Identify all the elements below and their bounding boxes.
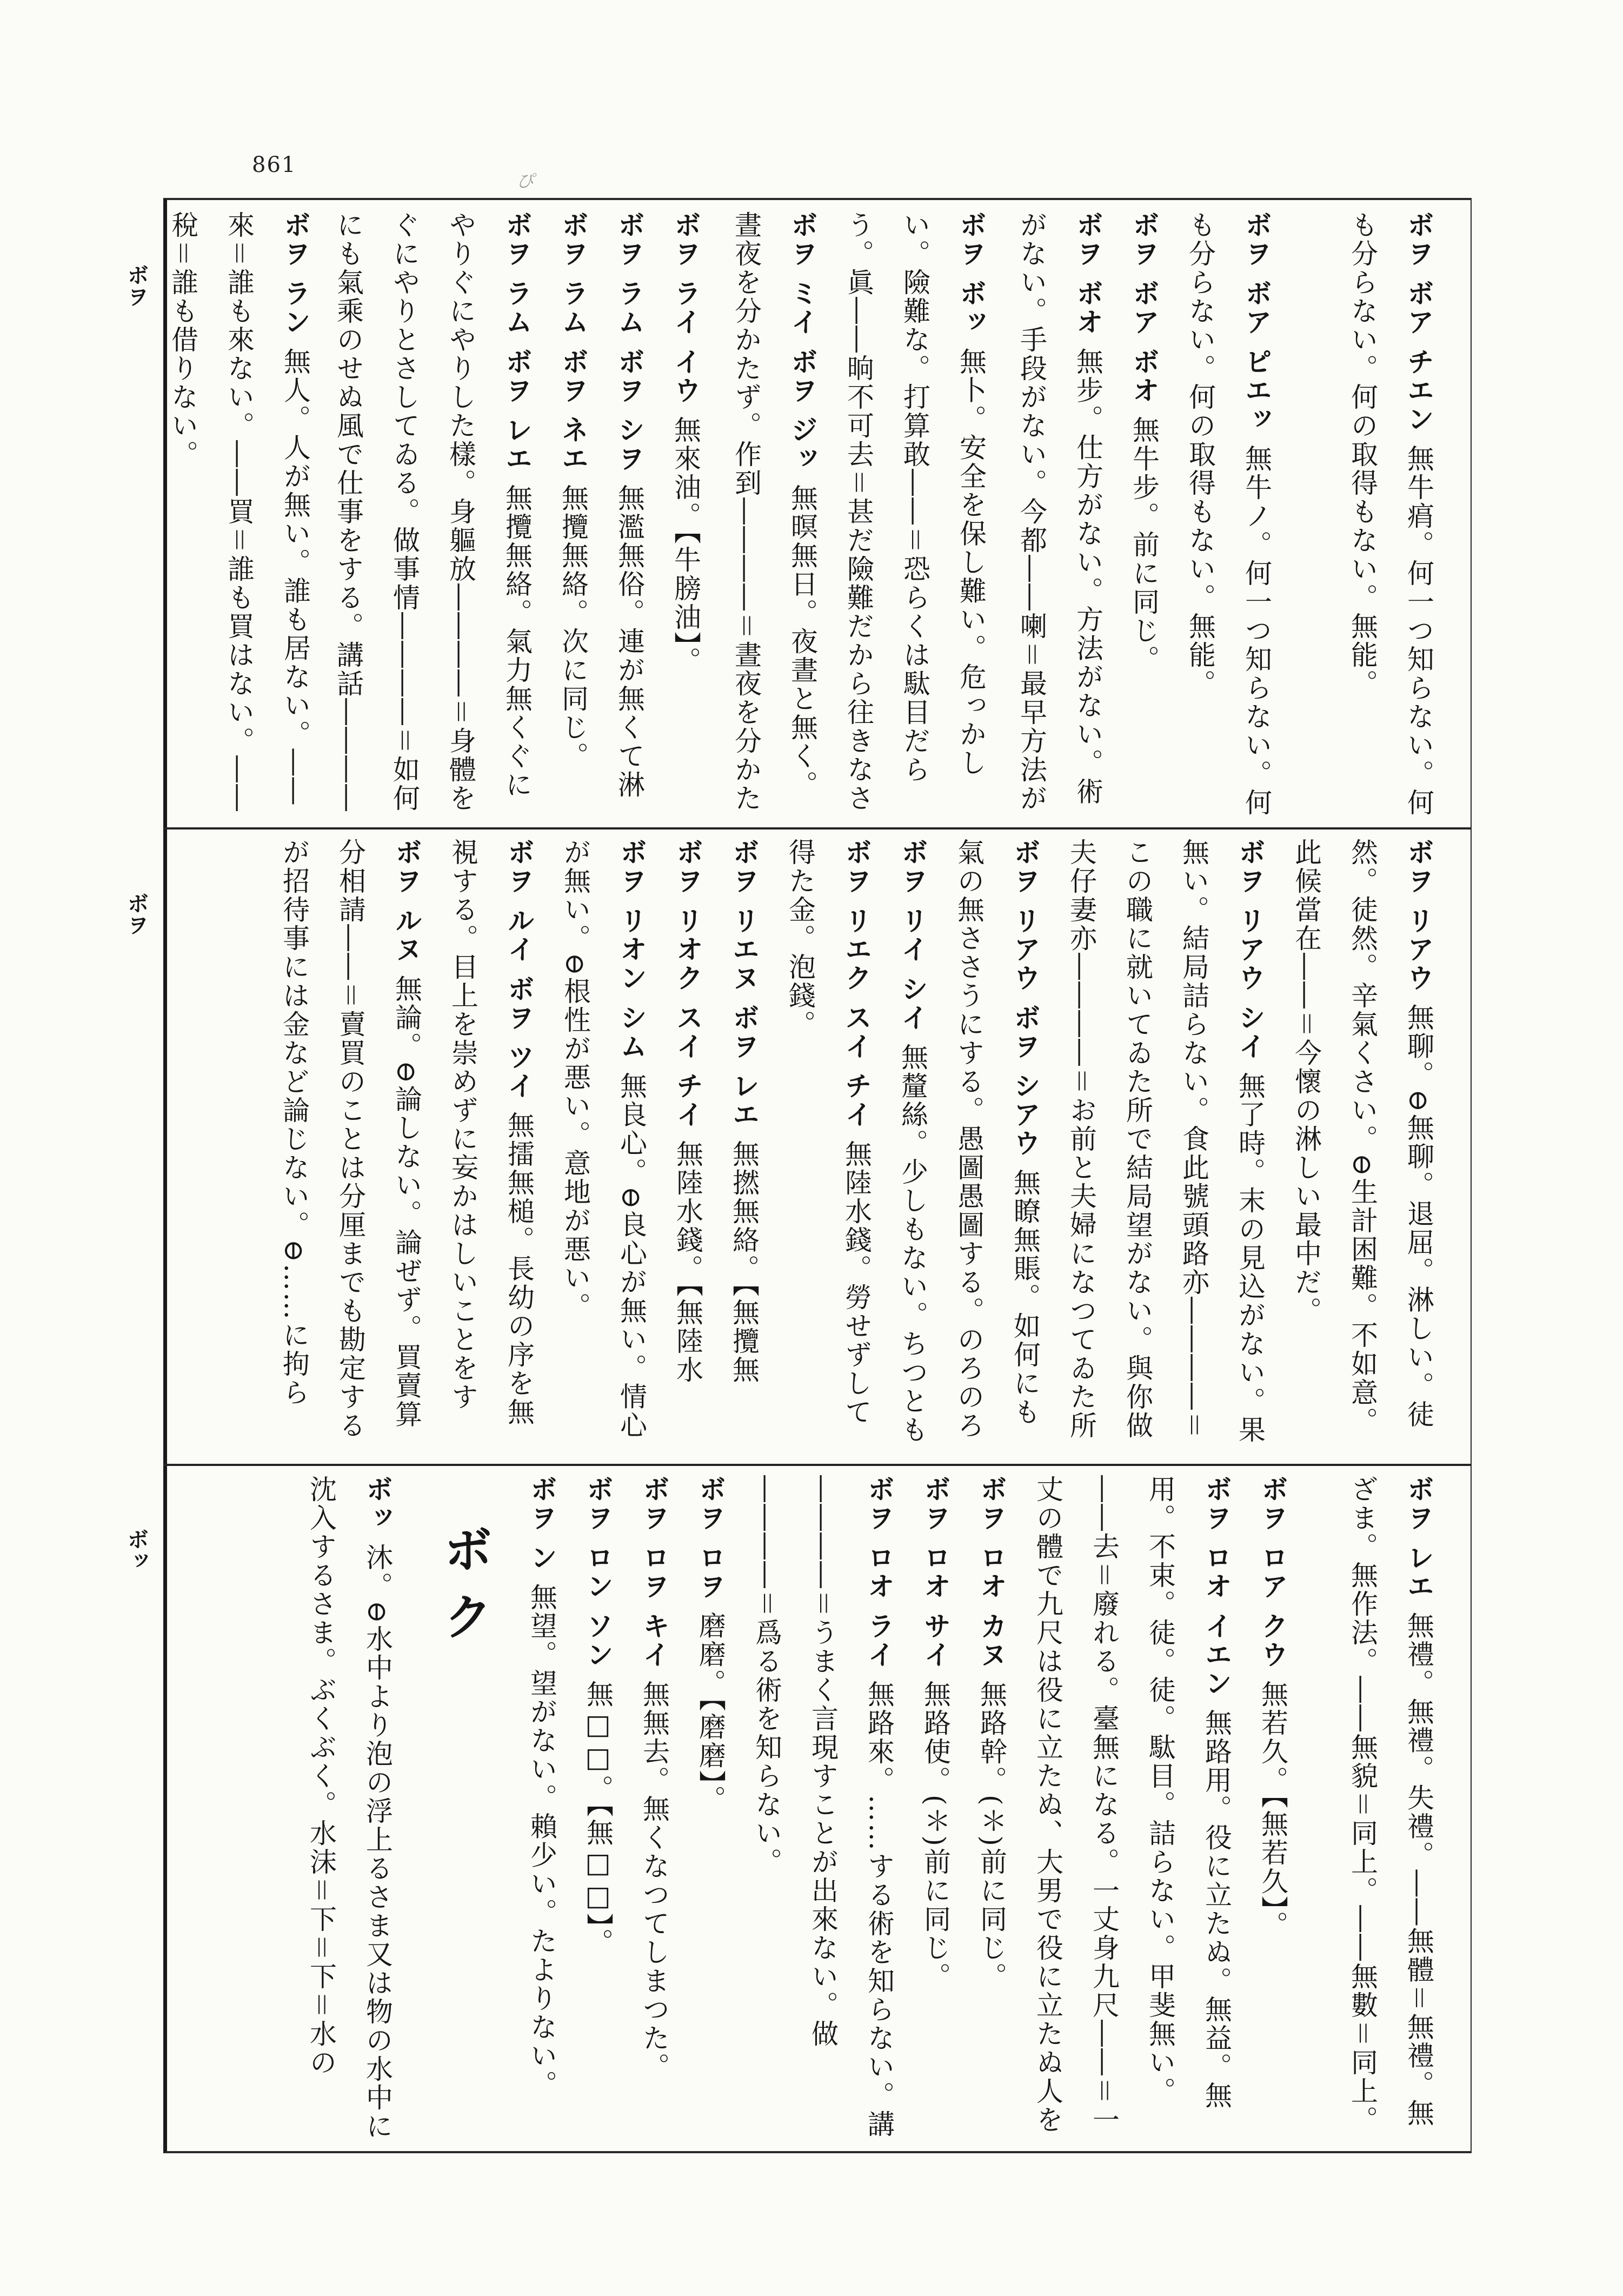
entry-definition: 無牛步。前に同じ。 — [1128, 415, 1160, 674]
section-heading — [410, 1475, 518, 2142]
entry-definition: 無來油。【牛膀油】。 — [670, 415, 701, 675]
entry-headword: ボヲ ロン ソン — [582, 1475, 614, 1669]
entry-headword: ボヲ ボッ — [955, 211, 987, 337]
entry-headword: ボヲ ラム ボヲ シヲ — [614, 211, 645, 474]
dictionary-entry — [912, 1475, 968, 2142]
dictionary-entry — [1057, 838, 1282, 1455]
tier-divider — [163, 1464, 1472, 1466]
entry-definition: 無無去。無くなつてしまつた。 — [638, 1680, 670, 2081]
dictionary-entry — [968, 1475, 1024, 2142]
dictionary-entry — [439, 838, 551, 1455]
entry-headword: ボヲ ミイ ボヲ ジッ — [787, 211, 818, 474]
dictionary-entry — [1282, 838, 1451, 1455]
entry-headword: ボヲ ラン — [280, 211, 311, 337]
entry-headword: ボヲ リアウ ボヲ シアウ — [1009, 838, 1041, 1158]
dictionary-entry — [718, 211, 835, 818]
entry-definition: 無暝無日。夜晝と無く。晝夜を分かたず。作到――――＝晝夜を分かた — [730, 211, 818, 813]
dictionary-entry — [1305, 1475, 1451, 2142]
entry-headword: ボヲ ロヲ キイ — [638, 1475, 670, 1669]
entry-headword: ボヲ リエヌ ボヲ レエ — [728, 838, 760, 1130]
entry-headword: ボヲ リイ シイ — [897, 838, 928, 1032]
entry-definition: 無了時。末の見込がない。果無い。結局詰らない。食此號頭路亦――――＝この職に就いてゐた所で結局望がない。與你做夫仔妻亦――――＝お前と夫婦になつてゐた所 — [1066, 838, 1266, 1444]
entry-headword: ボヲ ロア クウ — [1257, 1475, 1288, 1669]
page-number: 861 — [252, 152, 297, 177]
tier-2 — [187, 838, 1451, 1455]
dictionary-entry — [630, 1475, 687, 2142]
dictionary-entry — [835, 211, 1003, 818]
entry-headword: ボヲ リオク スイ チイ — [672, 838, 703, 1130]
dictionary-entry — [664, 838, 720, 1455]
entry-definition: 無路用。役に立たぬ。無益。無用。不束。徒。徒。駄目。詰らない。甲斐無い。――去＝廢れる。臺無になる。一丈身九尺――＝一丈の體で九尺は役に立たぬ、大男で役に立たぬ人を — [1032, 1475, 1232, 2134]
entry-definition: 無人。人が無い。誰も居ない。――來＝誰も來ない。――買＝誰も買はない。――稅＝誰も借りない。 — [167, 211, 311, 813]
stray-mark: ぴ — [516, 171, 534, 191]
entry-headword: ボッ — [362, 1475, 393, 1532]
side-tab-tier-3: ボッ — [124, 1528, 149, 1571]
entry-definition: 無陸水錢。【無陸水 — [672, 1140, 703, 1385]
entry-definition: 無攬無絡。氣力無くぐにやりぐにやりした樣。身軀放――――＝身體をぐにやりとさしてゐる。做事情――――＝如何にも氣乘のせぬ風で仕事をする。講話―――― — [332, 211, 533, 813]
tier-divider — [163, 827, 1472, 830]
entry-headword: ボヲ ボア ピエッ — [1241, 211, 1272, 434]
entry-headword: ボヲ ボオ — [1072, 211, 1103, 337]
entry-headword: ボヲ ルイ ボヲ ツイ — [503, 838, 535, 1101]
entry-headword: ボヲ ロヲ — [695, 1475, 726, 1601]
entry-headword: ボヲ ラム ボヲ レエ — [501, 211, 533, 474]
entry-definition: 無禮。無禮。失禮。――無體＝無禮。無ざま。無作法。――無貌＝同上。――無數＝同上。 — [1347, 1475, 1434, 2134]
entry-definition: 無撚無絡。【無攬無 — [728, 1140, 760, 1385]
entry-definition: 無路幹。(＊)前に同じ。 — [976, 1680, 1007, 1991]
entry-headword: ボヲ ン — [526, 1475, 557, 1572]
entry-definition: 無□□。【無□□】。 — [582, 1680, 614, 1957]
entry-headword: ボヲ リオン シム — [616, 838, 647, 1061]
dictionary-entry — [889, 838, 945, 1455]
dictionary-entry — [687, 1475, 743, 2142]
entry-definition: 磨磨。【磨磨】。 — [695, 1611, 726, 1814]
entry-definition: 無擂無槌。長幼の序を無視する。目上を崇めずに妄かはしいことをす — [447, 838, 535, 1427]
entry-definition: 無卜。安全を保し難い。危っかしい。險難な。打算敢――＝恐らくは駄目だらう。眞――晌不可去＝甚だ險難だから往きなさ — [843, 211, 987, 813]
entry-headword: ボヲ リアウ シイ — [1234, 838, 1266, 1061]
entry-headword: ボヲ ボア ボオ — [1128, 211, 1160, 405]
dictionary-entry — [776, 838, 889, 1455]
dictionary-entry — [743, 1475, 912, 2142]
dictionary-entry — [1120, 211, 1176, 818]
tier-3 — [187, 1475, 1451, 2142]
entry-headword: ボヲ ルヌ — [391, 838, 422, 964]
dictionary-entry — [261, 838, 439, 1455]
entry-headword: ボヲ ロオ ライ — [863, 1475, 895, 1669]
entry-definition: 無牛ノ。何一つ知らない。何も分らない。何の取得もない。無能。 — [1185, 211, 1272, 817]
dictionary-entry — [328, 211, 549, 818]
dictionary-entry — [1289, 211, 1451, 818]
side-tab-tier-1: ボヲ — [124, 264, 149, 307]
entry-definition: 無聊。⊖無聊。退屈。淋しい。徒然。徒然。辛氣くさい。⊖生計困難。不如意。此候當在――＝今懷の淋しい最中だ。 — [1291, 838, 1434, 1436]
dictionary-entry — [1249, 1475, 1305, 2142]
entry-definition: 無良心。⊖良心が無い。情心が無い。⊖根性が悪い。意地が悪い。 — [560, 838, 647, 1440]
entry-definition: 無濫無俗。連が無くて淋 — [614, 484, 645, 800]
entry-definition: 無步。仕方がない。方法がない。術がない。手段がない。今都――喇＝最早方法が — [1016, 211, 1103, 813]
dictionary-entry — [945, 838, 1057, 1455]
entry-headword: ボヲ ライ イウ — [670, 211, 701, 405]
entry-definition: 無牛㾓。何一つ知らない。何も分らない。何の取得もない。無能。 — [1347, 211, 1434, 817]
dictionary-entry — [606, 211, 662, 818]
dictionary-entry — [1024, 1475, 1249, 2142]
entry-definition: 無望。望がない。賴少い。たよりない。 — [526, 1583, 557, 2099]
entry-definition: 無路來。……する術を知らない。講――――＝うまく言現すことが出來ない。做――――＝爲る術を知らない。 — [751, 1475, 895, 2139]
entry-headword: ボヲ リエク スイ チイ — [841, 838, 872, 1130]
entry-headword: ボヲ ラム ボヲ ネエ — [557, 211, 589, 474]
dictionary-entry — [662, 211, 718, 818]
dictionary-entry — [551, 838, 664, 1455]
entry-definition: 無瞭無賬。如何にも氣の無ささうにする。愚圖愚圖する。のろのろ — [953, 838, 1041, 1440]
entry-headword: ボヲ リアウ — [1403, 838, 1434, 993]
dictionary-entry — [1176, 211, 1289, 818]
entry-definition: 無若久。【無若久】。 — [1257, 1680, 1288, 1940]
entry-headword: ボヲ ロオ カヌ — [976, 1475, 1007, 1669]
dictionary-entry — [159, 211, 328, 818]
entry-definition: 無釐絲。少しもない。ちつとも — [897, 1043, 928, 1444]
tier-1 — [167, 211, 1451, 818]
section-heading-text: ボ ク — [435, 1524, 493, 1641]
entry-definition: 無路使。(＊)前に同じ。 — [920, 1680, 951, 1991]
entry-headword: ボヲ ボア チエン — [1403, 211, 1434, 434]
entry-definition: 無論。⊖論しない。論ぜず。買賣算分相請――＝賣買のことは分厘までも勘定するが招待事には金など論じない。⊖……に拘ら — [278, 838, 422, 1440]
entry-headword: ボヲ レエ — [1403, 1475, 1434, 1601]
entry-definition: 無攬無絡。次に同じ。 — [557, 484, 589, 771]
entry-headword: ボヲ ロオ イエン — [1201, 1475, 1232, 1698]
entry-definition: 無陸水錢。勞せずして得た金。泡錢。 — [784, 838, 872, 1427]
dictionary-entry — [1003, 211, 1120, 818]
dictionary-entry — [518, 1475, 574, 2142]
dictionary-entry — [720, 838, 776, 1455]
side-tab-tier-2: ボヲ — [124, 892, 149, 935]
entry-definition: 沐。⊖水中より泡の浮上るさま又は物の水中に沈入するさま。ぶくぶく。水沫＝下＝下＝水の — [305, 1475, 393, 2141]
entry-headword: ボヲ ロオ サイ — [920, 1475, 951, 1669]
dictionary-entry — [574, 1475, 630, 2142]
dictionary-entry — [549, 211, 606, 818]
dictionary-entry — [241, 1475, 410, 2142]
